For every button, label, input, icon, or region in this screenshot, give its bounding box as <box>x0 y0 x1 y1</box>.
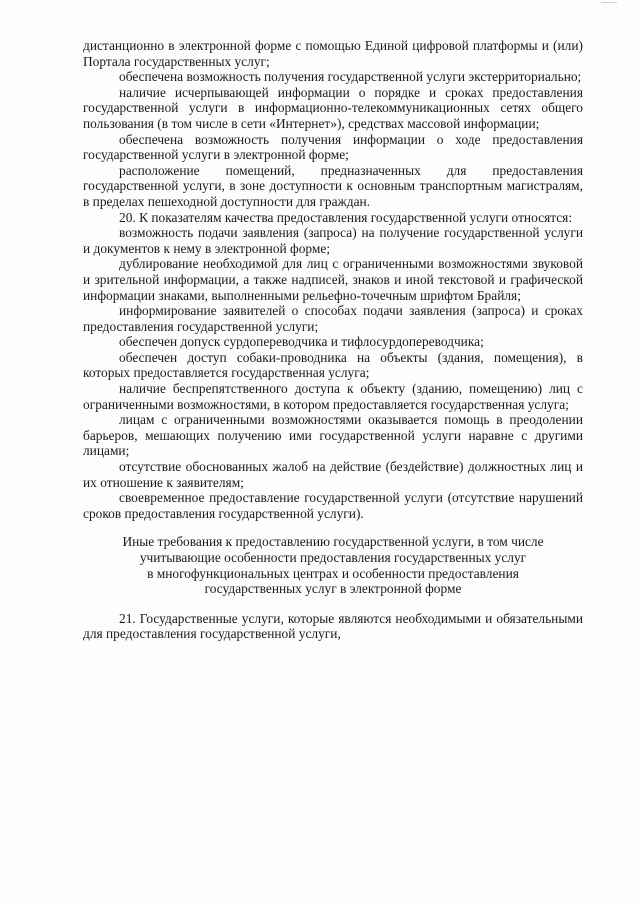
paragraph-item-20: 20. К показателям качества предоставления государственной услуги относятся: <box>119 209 573 225</box>
paragraph: наличие исчерпывающей информации о порядке и сроках предоставления государственной услуги в информационно-телекоммуникационных сетях общего пользования (в том числе в сети «Интернет»), средствах массовой информации; <box>83 84 583 131</box>
scan-mark <box>601 2 617 3</box>
paragraph: возможность подачи заявления (запроса) на получение государственной услуги и документов к нему в электронной форме; <box>83 225 583 256</box>
paragraph: лицам с ограниченными возможностями оказывается помощь в преодолении барьеров, мешающих получению ими государственной услуги наравне с другими лицами; <box>83 412 583 459</box>
paragraph: обеспечена возможность получения государственной услуги экстерриториально; <box>119 69 582 85</box>
heading-line: государственных услуг в электронной форме <box>204 581 462 597</box>
paragraph-item-21: 21. Государственные услуги, которые являются необходимыми и обязательными для предоставления государственной услуги, <box>83 610 583 642</box>
paragraph: информирование заявителей о способах подачи заявления (запроса) и сроках предоставления государственной услуги; <box>83 303 583 334</box>
section-heading <box>83 534 583 596</box>
heading-line: в многофункциональных центрах и особенности предоставления <box>147 565 519 581</box>
paragraph: дублирование необходимой для лиц с ограниченными возможностями звуковой и зрительной информации, а также надписей, знаков и иной текстовой и графической информации знаками, выполненными рельефно-точечным шрифтом Брайля; <box>83 256 583 303</box>
paragraph: обеспечена возможность получения информации о ходе предоставления государственной услуги в электронной форме; <box>83 131 583 163</box>
heading-line: Иные требования к предоставлению государственной услуги, в том числе <box>122 534 544 550</box>
paragraph: дистанционно в электронной форме с помощью Единой цифровой платформы и (или) Портала государственных услуг; <box>83 38 583 69</box>
heading-line: учитывающие особенности предоставления государственных услуг <box>139 550 527 565</box>
paragraph: наличие беспрепятственного доступа к объекту (зданию, помещению) лиц с ограниченными возможностями, в котором предоставляется государственная услуга; <box>83 381 583 412</box>
paragraph: отсутствие обоснованных жалоб на действие (бездействие) должностных лиц и их отношение к заявителям; <box>83 459 583 490</box>
paragraph: обеспечен доступ собаки-проводника на объекты (здания, помещения), в которых предоставляется государственная услуга; <box>83 349 583 381</box>
paragraph: своевременное предоставление государственной услуги (отсутствие нарушений сроков предоставления государственной услуги). <box>83 490 583 521</box>
paragraph: расположение помещений, предназначенных для предоставления государственной услуги, в зоне доступности к основным транспортным магистралям, в пределах пешеходной доступности для граждан. <box>83 162 583 209</box>
paragraph: обеспечен допуск сурдопереводчика и тифлосурдопереводчика; <box>119 334 484 350</box>
document-body <box>83 38 583 642</box>
